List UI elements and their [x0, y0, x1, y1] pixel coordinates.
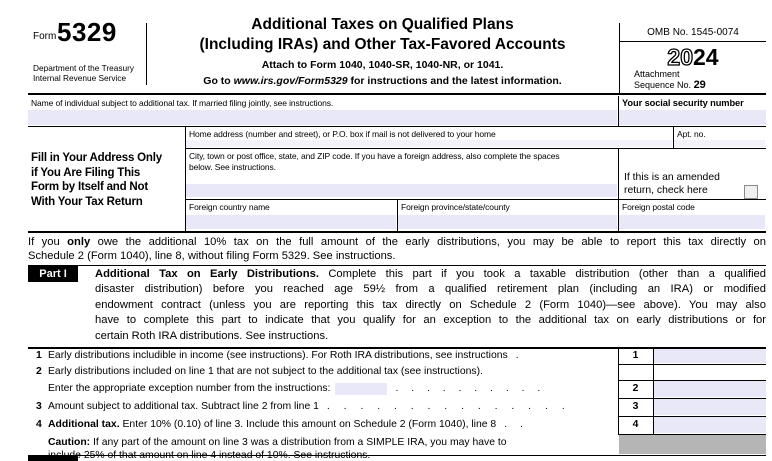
- part1-top-rule: [28, 265, 766, 266]
- attach-instruction: Attach to Form 1040, 1040-SR, 1040-NR, or 1041.: [261, 59, 504, 71]
- line2-box-number: 2: [632, 383, 639, 394]
- intro-line-2: Schedule 2 (Form 1040), line 8, without filing Form 5329. See instructions.: [28, 250, 396, 262]
- sidebar-line-1: Fill in Your Address Only: [31, 152, 162, 164]
- foreign-country-field[interactable]: [186, 215, 396, 229]
- table-box-col-right-border: [653, 347, 654, 434]
- part1-desc-line-2: disaster distribution) before you reached age 59½ from a qualified retirement plan (including an IRA) or modified: [95, 283, 766, 296]
- goto-prefix: Go to: [203, 75, 234, 87]
- tax-year: [620, 44, 766, 71]
- home-row-bottom-border: [185, 148, 766, 149]
- line4-text: Additional tax. Enter 10% (0.10) of line 3. Include this amount on Schedule 2 (Form 1040), line 8 . .: [48, 419, 523, 430]
- ssn-field[interactable]: [619, 110, 766, 125]
- tax-year-digits: 24: [693, 44, 719, 70]
- line1-text: Early distributions includible in income (see instructions). For Roth IRA distributions, see instructions .: [48, 350, 519, 361]
- caution-shaded-box: [619, 435, 766, 454]
- address-sidebar-note: [31, 151, 162, 209]
- part1-desc-line-5: certain Roth IRA distributions. See instructions.: [95, 329, 329, 342]
- address-bottom-rule: [28, 231, 766, 233]
- line2-text2: Enter the appropriate exception number from the instructions:: [48, 383, 331, 394]
- caution-note: [48, 436, 593, 461]
- name-field[interactable]: [28, 110, 617, 125]
- part1-bottom-rule: [28, 455, 766, 456]
- part1-label-box: [28, 266, 78, 282]
- intro-line-1: If you only owe the additional 10% tax on the full amount of the early distributions, you may be able to report this tax directly on: [28, 236, 766, 248]
- amended-checkbox[interactable]: [744, 185, 758, 199]
- line4-box-number: 4: [632, 419, 639, 430]
- sidebar-line-4: With Your Tax Return: [31, 195, 143, 208]
- foreign-province-label: Foreign province/state/county: [401, 202, 510, 212]
- table-row1-border: [618, 364, 766, 365]
- line2-exception-row: [48, 381, 540, 396]
- line2-number: 2: [36, 366, 42, 377]
- city-field[interactable]: [186, 184, 617, 197]
- form-word: Form: [33, 31, 57, 42]
- line2-text: Early distributions included on line 1 that are not subject to the additional tax (see instructions).: [48, 366, 483, 377]
- ssn-label: Your social security number: [622, 98, 744, 108]
- foreign-province-field[interactable]: [398, 215, 617, 229]
- foreign-postal-label: Foreign postal code: [622, 202, 695, 212]
- line1-number: 1: [36, 350, 42, 361]
- name-ssn-divider: [618, 96, 619, 126]
- line3-amount-field[interactable]: [654, 399, 766, 415]
- sidebar-line-2: if You Are Filing This: [31, 166, 141, 179]
- name-label: Name of individual subject to additional tax. If married filing jointly, see instructions.: [31, 98, 334, 108]
- line2-amount-field[interactable]: [654, 381, 766, 397]
- form-title-line-1: Additional Taxes on Qualified Plans: [251, 16, 514, 33]
- line1-leader: .: [515, 350, 519, 361]
- apt-divider: [673, 126, 674, 148]
- apt-label: Apt. no.: [677, 129, 706, 139]
- line4-leader: . .: [504, 419, 523, 430]
- line4-bold-lead: Additional tax.: [48, 419, 120, 430]
- table-row2a-border: [618, 380, 766, 381]
- line3-text: Amount subject to additional tax. Subtract line 2 from line 1 . . . . . . . . . . . . . . .: [48, 401, 565, 412]
- line3-number: 3: [36, 401, 42, 412]
- table-row3-border: [618, 416, 766, 417]
- dept-line-1: Department of the Treasury: [33, 63, 134, 73]
- tax-year-decade: 20: [667, 44, 693, 70]
- amended-note: [624, 172, 720, 197]
- sequence-label: Sequence No. 29: [634, 79, 706, 91]
- amended-line-1: If this is an amended: [624, 172, 720, 183]
- amended-line-2: return, check here: [624, 184, 708, 196]
- line4-number: 4: [36, 419, 42, 430]
- part1-desc-line-4: have to complete this part to indicate that you qualify for an exception to the additional tax on early distributions or for: [95, 314, 766, 327]
- line4-amount-field[interactable]: [654, 417, 766, 433]
- city-label-line-1: City, town or post office, state, and ZIP code. If you have a foreign address, also complete the spaces: [189, 151, 560, 161]
- line1-box-number: 1: [632, 350, 639, 361]
- part1-heading: Additional Tax on Early Distributions.: [95, 268, 319, 280]
- exception-number-field[interactable]: [335, 383, 387, 395]
- city-row-bottom-border: [185, 199, 766, 200]
- city-label-line-2: below. See instructions.: [189, 162, 276, 172]
- header-left-divider: [146, 23, 147, 85]
- goto-instruction: [150, 75, 615, 87]
- line3-box-number: 3: [632, 401, 639, 412]
- table-row2b-border: [618, 398, 766, 399]
- home-address-field[interactable]: [186, 140, 672, 147]
- goto-suffix: for instructions and the latest information.: [347, 75, 562, 87]
- form-title-line-2: (Including IRAs) and Other Tax-Favored Accounts: [199, 36, 566, 53]
- table-box-col-left-border: [618, 347, 619, 434]
- part2-label-box-partial: [28, 456, 78, 461]
- sequence-number: 29: [693, 79, 706, 91]
- form-number: 5329: [57, 17, 117, 47]
- part1-desc-line-1: Additional Tax on Early Distributions. Complete this part if you took a taxable distribution (other than a qualified: [95, 268, 766, 280]
- part1-desc-line-3: endowment contract (unless you are reporting this tax directly on Schedule 2 (Form 1040)—see above). You may also: [95, 298, 766, 311]
- omb-separator: [619, 41, 766, 42]
- apt-field[interactable]: [674, 140, 765, 147]
- sidebar-line-3: Form by Itself and Not: [31, 181, 148, 194]
- header-bottom-rule: [28, 93, 766, 95]
- name-row-bottom-border: [28, 126, 766, 127]
- goto-url[interactable]: www.irs.gov/Form5329: [233, 75, 348, 87]
- intro-only-bold: only: [67, 236, 91, 248]
- part1-label: Part I: [39, 268, 67, 280]
- omb-number: OMB No. 1545-0074: [647, 27, 739, 38]
- home-address-label: Home address (number and street), or P.O. box if mail is not delivered to your home: [189, 129, 496, 139]
- attachment-label: Attachment: [634, 69, 680, 79]
- line3-leader: . . . . . . . . . . . . . . .: [326, 401, 565, 412]
- foreign-postal-field[interactable]: [619, 215, 765, 229]
- line1-amount-field[interactable]: [654, 349, 766, 363]
- line2-leader: . . . . . . . . . .: [395, 383, 541, 394]
- part1-description: [95, 267, 766, 344]
- foreign-country-label: Foreign country name: [189, 202, 270, 212]
- caution-bold-lead: Caution:: [48, 437, 91, 448]
- dept-line-2: Internal Revenue Service: [33, 73, 127, 83]
- caution-line-1: Caution: If any part of the amount on line 3 was a distribution from a SIMPLE IRA, you may have to: [48, 437, 507, 448]
